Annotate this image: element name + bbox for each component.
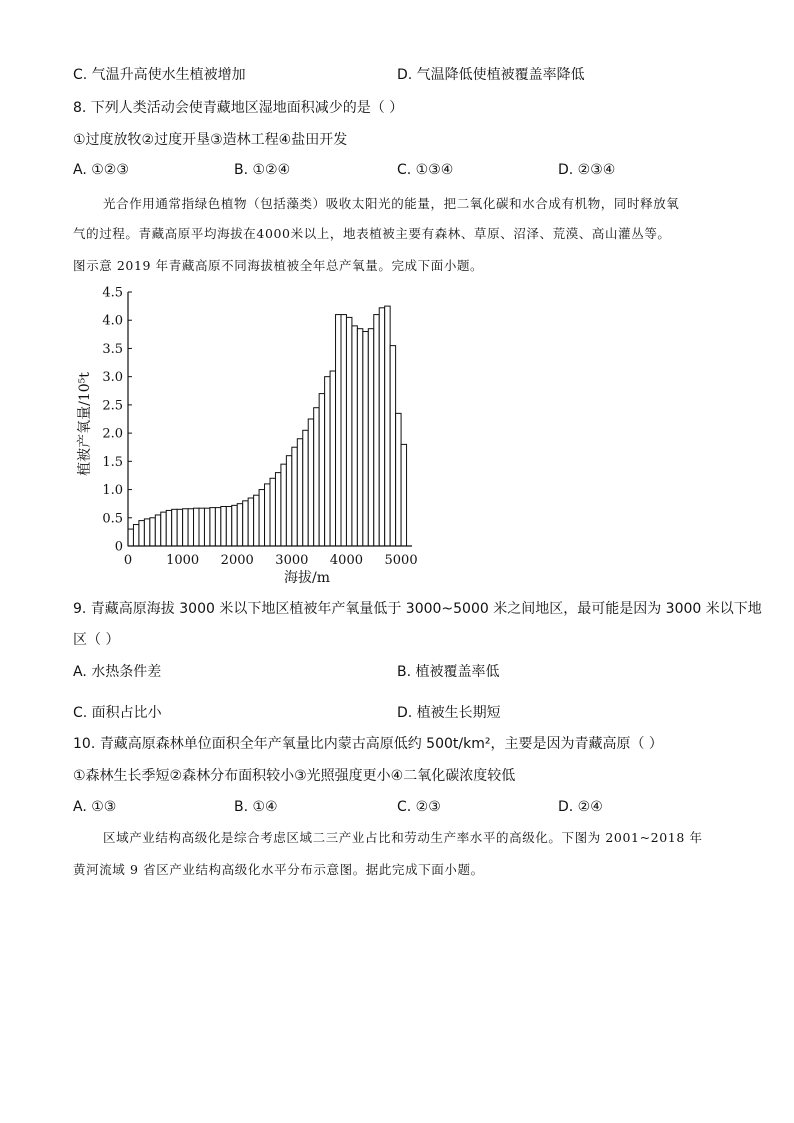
x-tick-label: 3000	[275, 553, 309, 568]
x-tick-label: 0	[123, 553, 133, 568]
bar	[155, 515, 160, 546]
q8-option-d: D. ②③④	[558, 162, 616, 178]
q9-stem-line2: 区（ ）	[73, 632, 120, 648]
x-tick-label: 2000	[220, 553, 254, 568]
bar	[374, 315, 379, 546]
q10-option-b: B. ①④	[234, 799, 278, 815]
oxygen-output-bar-chart	[70, 282, 430, 587]
bar	[243, 501, 248, 546]
y-tick-label: 0	[114, 539, 123, 555]
q10-stem: 10. 青藏高原森林单位面积全年产氧量比内蒙古高原低约 500t/km²，主要是因为青藏高原（ ）	[73, 736, 663, 752]
bar	[139, 521, 144, 546]
q9-stem-line1: 9. 青藏高原海拔 3000 米以下地区植被年产氧量低于 3000~5000 米之间地区，最可能是因为 3000 米以下地	[73, 601, 762, 617]
passage2-line2: 黄河流域 9 省区产业结构高级化水平分布示意图。据此完成下面小题。	[73, 862, 484, 877]
bar	[133, 525, 138, 546]
y-tick-label: 2.0	[102, 426, 123, 442]
bar	[215, 508, 220, 546]
q9-option-a: A. 水热条件差	[73, 664, 162, 680]
chart-x-axis-label: 海拔/m	[284, 570, 330, 586]
bar	[199, 508, 204, 546]
q8-option-c: C. ①③④	[397, 162, 454, 178]
bar	[330, 371, 335, 546]
bar	[292, 447, 297, 546]
bar	[363, 332, 368, 546]
bar	[183, 509, 188, 546]
bar	[319, 394, 324, 546]
q8-option-b: B. ①②④	[234, 162, 291, 178]
bar	[259, 490, 264, 546]
bar	[177, 509, 182, 546]
bar	[166, 510, 171, 546]
bar	[237, 504, 242, 546]
passage2-line1: 区域产业结构高级化是综合考虑区域二三产业占比和劳动生产率水平的高级化。下图为 2001~2018 年	[103, 830, 703, 845]
y-tick-label: 3.0	[102, 370, 123, 386]
bar	[150, 518, 155, 546]
bar	[204, 508, 209, 546]
bar	[210, 508, 215, 546]
y-tick-label: 4.5	[102, 285, 123, 301]
bar	[341, 315, 346, 546]
y-tick-label: 0.5	[102, 511, 123, 527]
q10-items: ①森林生长季短②森林分布面积较小③光照强度更小④二氧化碳浓度较低	[73, 768, 516, 784]
q9-option-c: C. 面积占比小	[73, 705, 162, 721]
passage1-line3: 图示意 2019 年青藏高原不同海拔植被全年总产氧量。完成下面小题。	[73, 258, 484, 273]
q8-option-a: A. ①②③	[73, 162, 129, 178]
bar	[303, 430, 308, 546]
bar	[325, 377, 330, 546]
bar	[352, 326, 357, 546]
bar	[336, 315, 341, 546]
bar	[172, 509, 177, 546]
bar	[226, 506, 231, 546]
bar	[314, 408, 319, 546]
bar	[144, 519, 149, 546]
bar	[270, 478, 275, 546]
q9-option-b: B. 植被覆盖率低	[397, 664, 500, 680]
y-tick-label: 4.0	[102, 313, 123, 329]
bar	[281, 464, 286, 546]
q7-option-d: D. 气温降低使植被覆盖率降低	[397, 67, 585, 83]
bar	[357, 329, 362, 546]
bar	[385, 306, 390, 546]
bar	[379, 308, 384, 546]
bar	[368, 329, 373, 546]
bar	[346, 317, 351, 546]
passage1-line1: 光合作用通常指绿色植物（包括藻类）吸收太阳光的能量，把二氧化碳和水合成有机物，同时释放氧	[103, 196, 680, 211]
bar	[248, 498, 253, 546]
q10-option-c: C. ②③	[397, 799, 441, 815]
bar	[221, 506, 226, 546]
bar	[128, 529, 133, 546]
bar	[401, 444, 406, 546]
bar	[396, 413, 401, 546]
y-tick-label: 3.5	[102, 341, 123, 357]
bar	[275, 473, 280, 546]
bar	[254, 495, 259, 546]
bar	[390, 346, 395, 546]
q10-option-a: A. ①③	[73, 799, 117, 815]
bar	[232, 505, 237, 546]
chart-x-ticks	[124, 553, 418, 568]
q9-option-d: D. 植被生长期短	[397, 705, 501, 721]
bar	[188, 509, 193, 546]
passage1-line2: 气的过程。青藏高原平均海拔在4000米以上，地表植被主要有森林、草原、沼泽、荒漠、高山灌丛等。	[73, 226, 671, 241]
bar	[308, 419, 313, 546]
x-tick-label: 5000	[384, 553, 418, 568]
bar	[265, 484, 270, 546]
y-tick-label: 1.0	[102, 483, 123, 499]
chart-y-axis-label: 植被产氧量/10⁵t	[77, 372, 93, 476]
y-tick-label: 1.5	[102, 454, 123, 470]
bar	[286, 456, 291, 546]
x-tick-label: 1000	[166, 553, 200, 568]
y-tick-label: 2.5	[102, 398, 123, 414]
q8-stem: 8. 下列人类活动会使青藏地区湿地面积减少的是（ ）	[73, 100, 404, 116]
bar	[194, 508, 199, 546]
q7-option-c: C. 气温升高使水生植被增加	[73, 67, 246, 83]
x-tick-label: 4000	[329, 553, 364, 568]
bar	[297, 439, 302, 546]
chart-bars	[128, 306, 407, 546]
q8-items: ①过度放牧②过度开垦③造林工程④盐田开发	[73, 132, 348, 148]
bar	[161, 512, 166, 546]
q10-option-d: D. ②④	[558, 799, 603, 815]
